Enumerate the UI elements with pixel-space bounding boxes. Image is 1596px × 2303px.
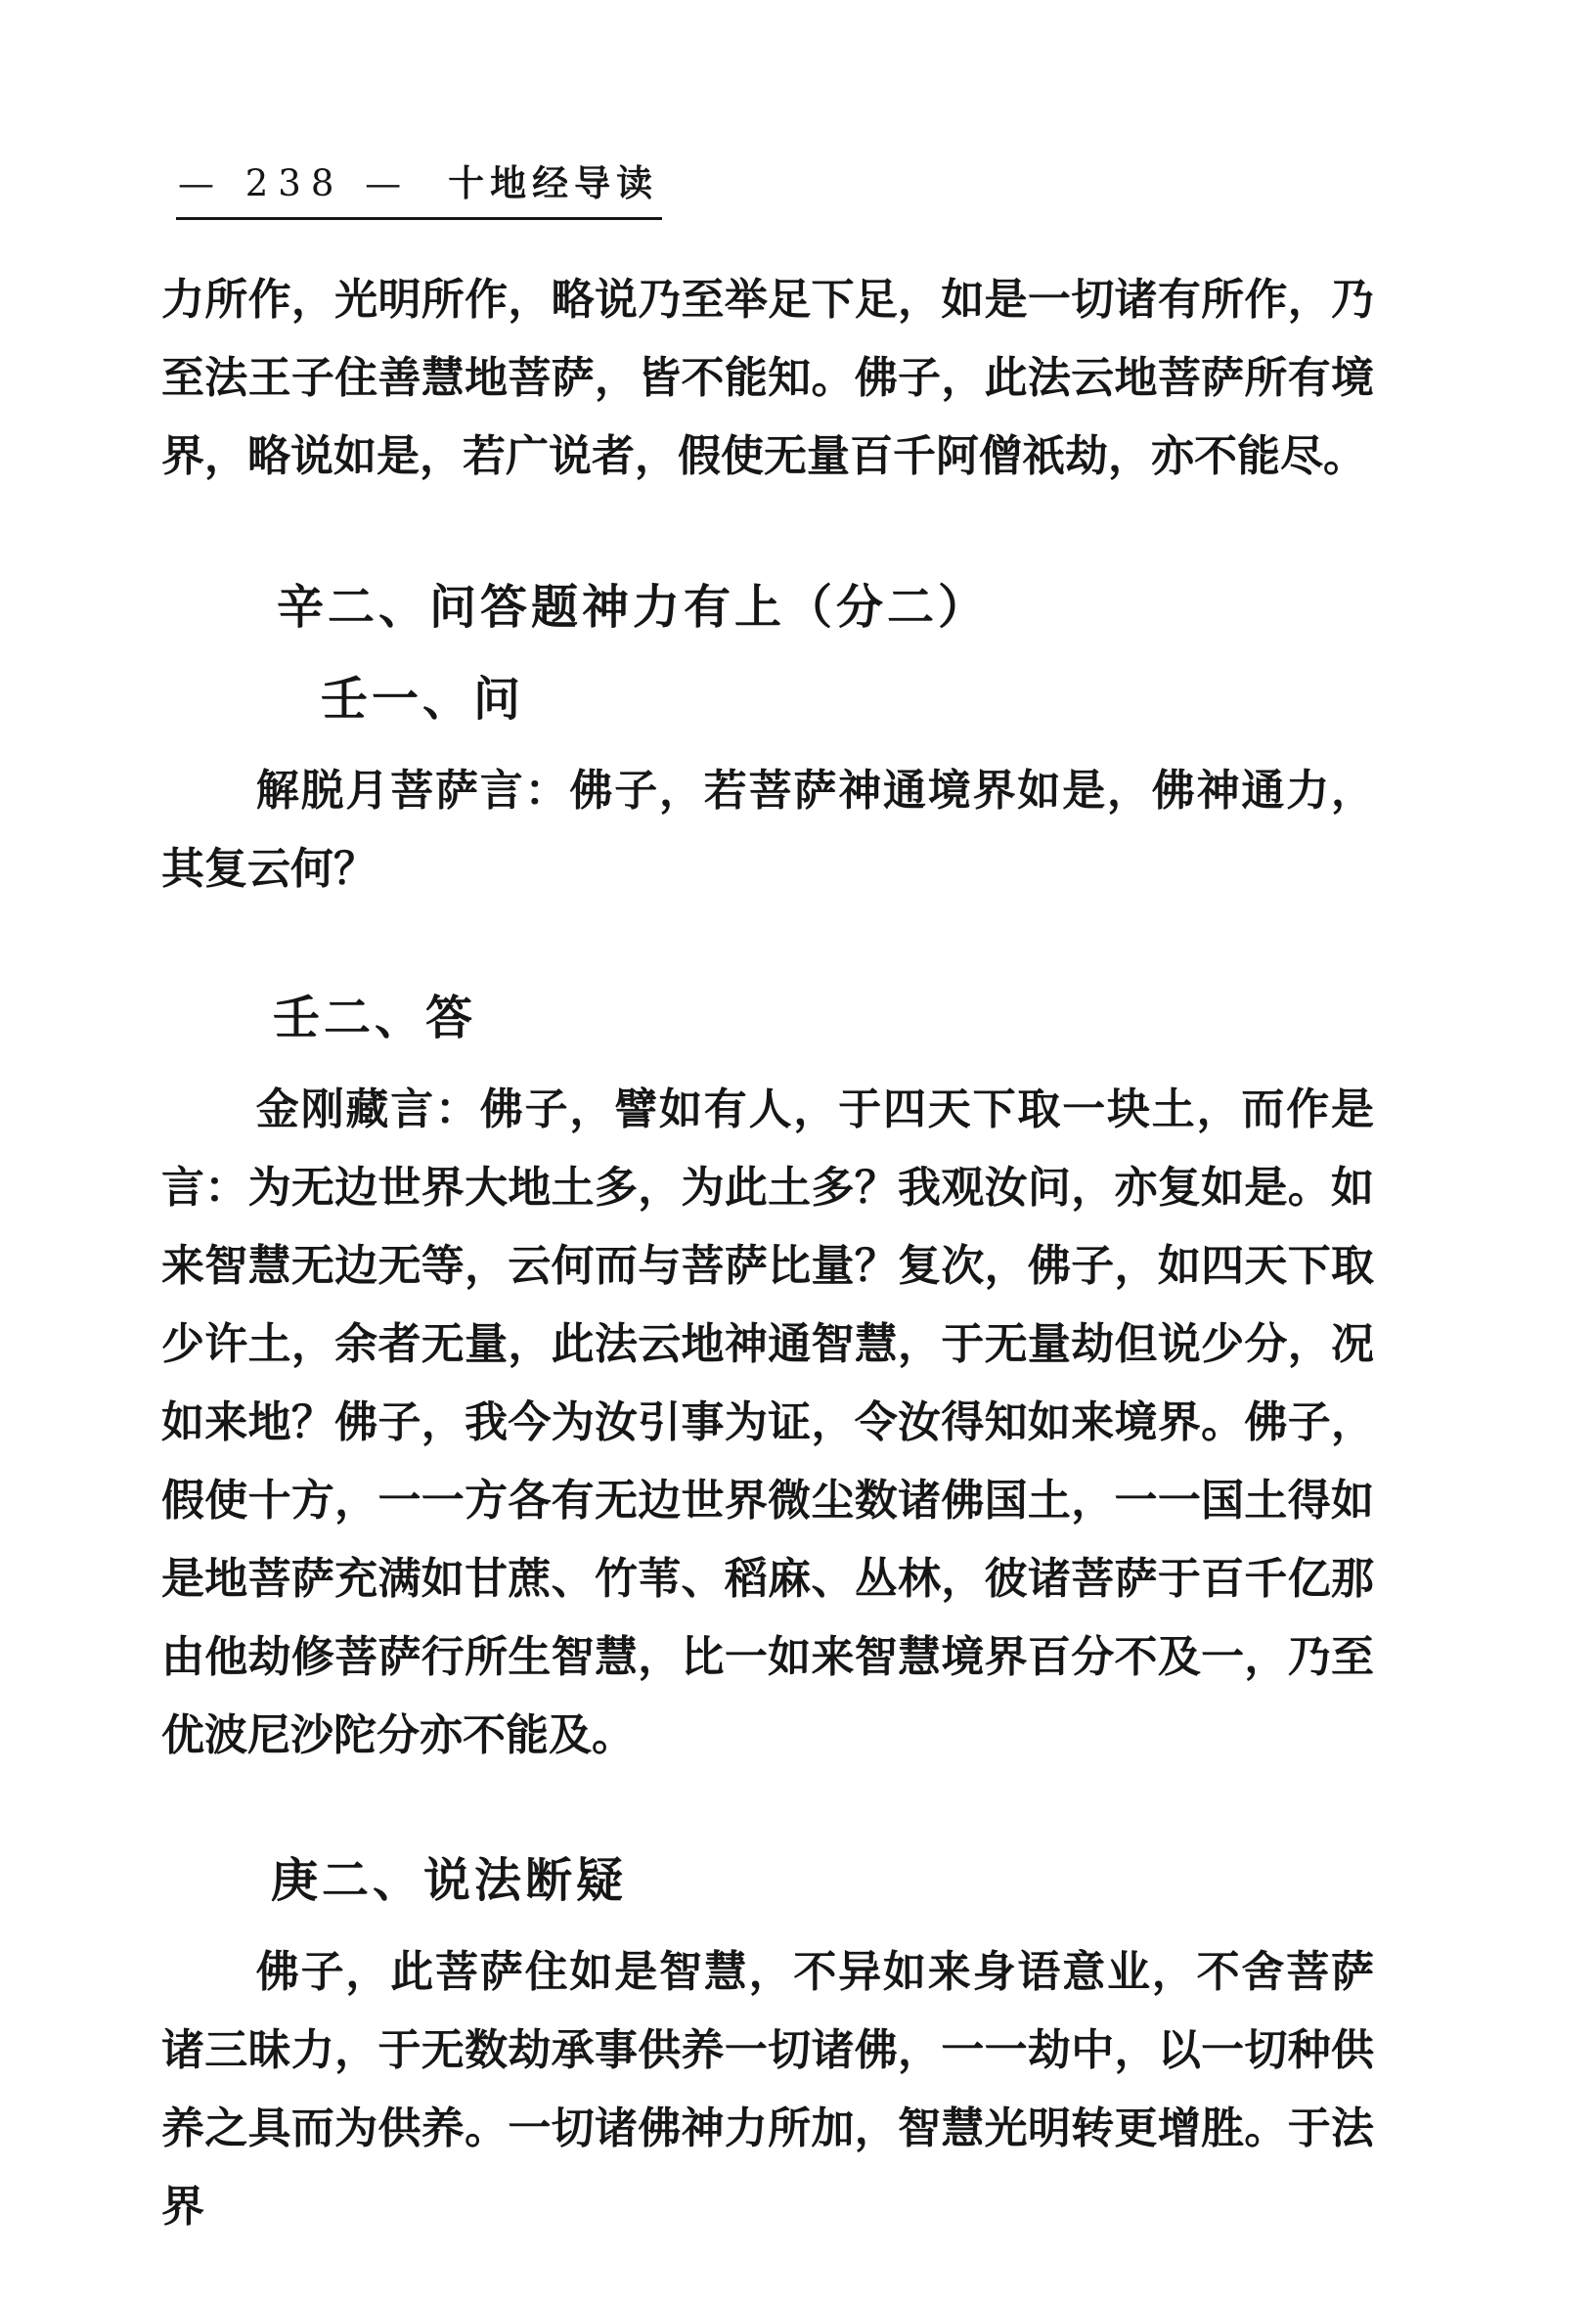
section-heading-geng2: 庚二、说法断疑 <box>271 1853 628 1908</box>
paragraph-dharma: 佛子，此菩萨住如是智慧，不异如来身语意业，不舍菩萨诸三昧力，于无数劫承事供养一切诸佛，一一劫中，以一切种供养之具而为供养。一切诸佛神力所加，智慧光明转更增胜。于法界 <box>161 1947 1374 2232</box>
section-heading-ren1-question: 壬一、问 <box>321 672 525 727</box>
paragraph-question: 解脱月菩萨言：佛子，若菩萨神通境界如是，佛神通力，其复云何？ <box>161 766 1374 894</box>
section-heading-ren2-answer: 壬二、答 <box>273 991 477 1045</box>
book-title: 十地经导读 <box>448 161 659 204</box>
section-heading-xin2: 辛二、问答题神力有上（分二） <box>277 580 990 635</box>
paragraph-answer: 金刚藏言：佛子，譬如有人，于四天下取一块土，而作是言：为无边世界大地土多，为此土多？我观汝问，亦复如是。如来智慧无边无等，云何而与菩萨比量？复次，佛子，如四天下取少许土，余者无量，此法云地神通智慧，于无量劫但说少分，况如来地？佛子，我今为汝引事为证，令汝得知如来境界。佛子，假使十方，一一方各有无边世界微尘数诸佛国土，一一国土得如是地菩萨充满如甘蔗、竹苇、稻麻、丛林，彼诸菩萨于百千亿那由他劫修菩萨行所生智慧，比一如来智慧境界百分不及一，乃至优波尼沙陀分亦不能及。 <box>161 1085 1374 1760</box>
page-number-label: — 238 — <box>178 162 412 204</box>
paragraph-continuation: 力所作，光明所作，略说乃至举足下足，如是一切诸有所作，乃至法王子住善慧地菩萨，皆不能知。佛子，此法云地菩萨所有境界，略说如是，若广说者，假使无量百千阿僧祇劫，亦不能尽。 <box>161 275 1374 481</box>
running-header <box>176 161 662 220</box>
